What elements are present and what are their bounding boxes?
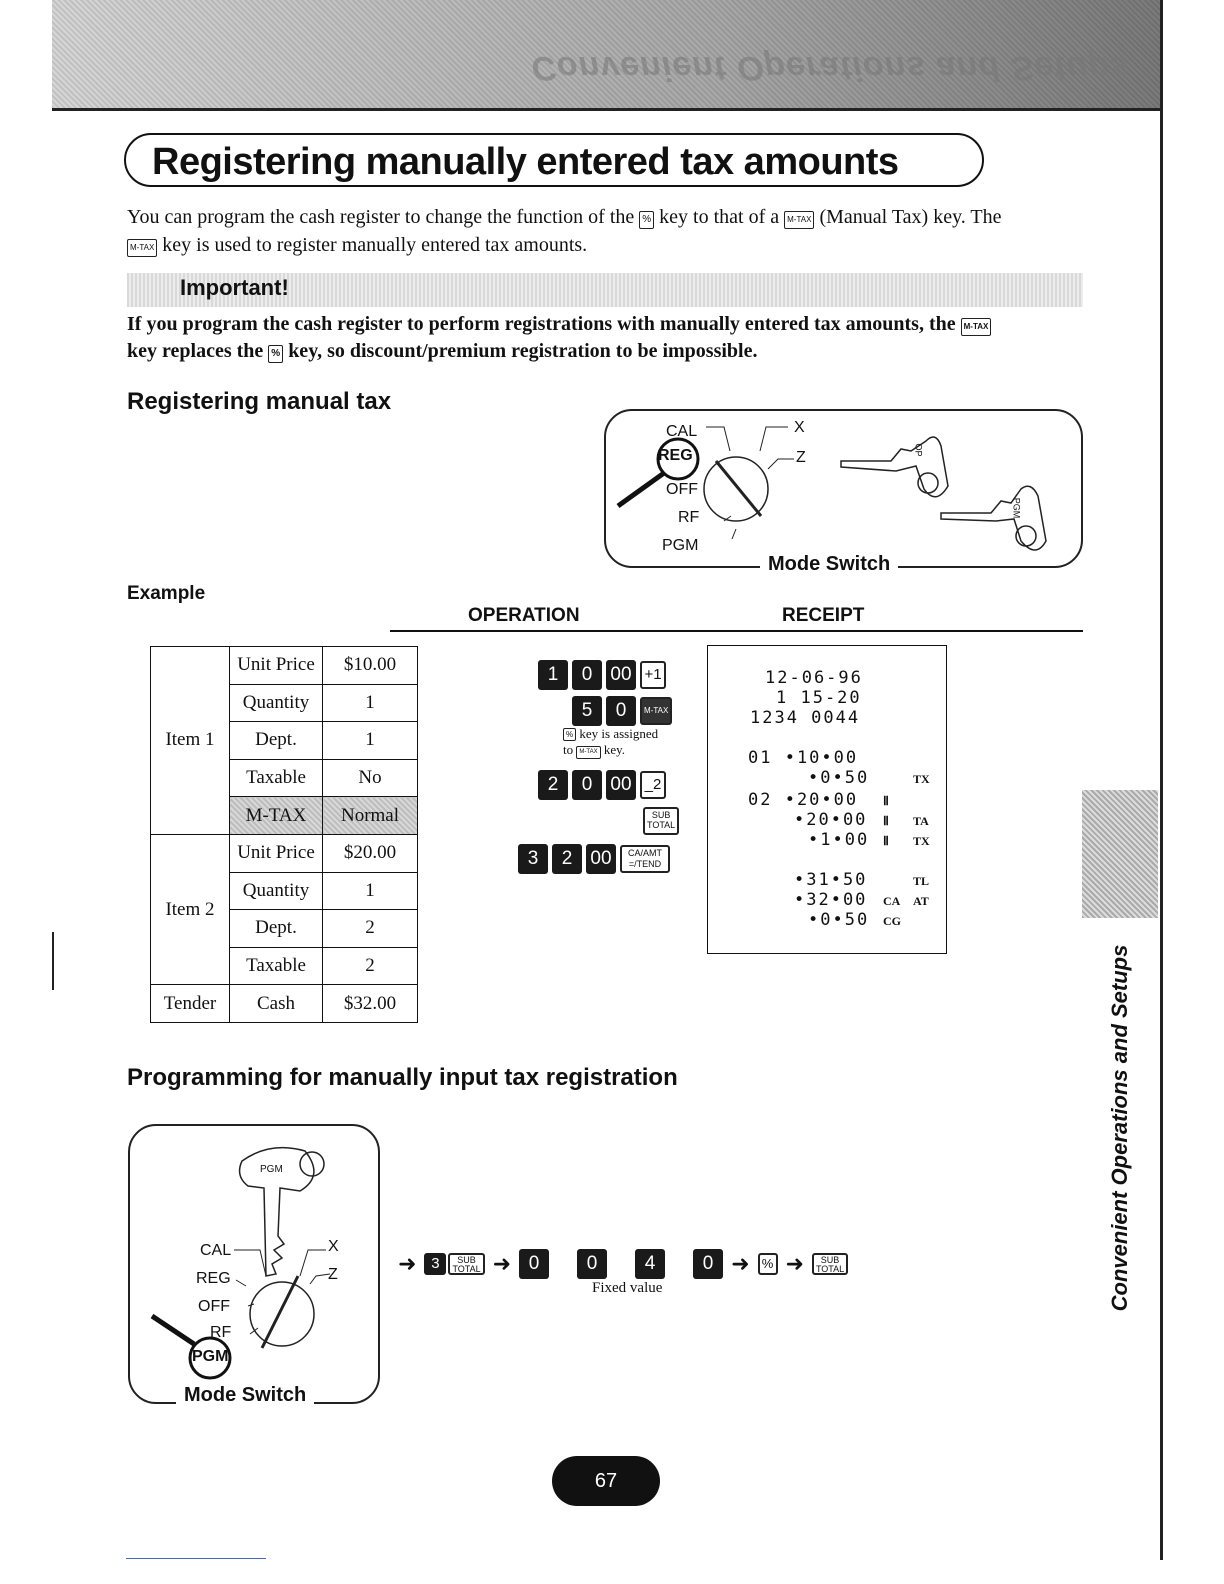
table-value-cell: 1 (323, 872, 418, 910)
table-key-cell: Quantity (230, 684, 323, 722)
operation-subtotal (643, 807, 679, 835)
digit-key: 0 (606, 696, 636, 726)
dept-key-2: _2 (640, 771, 666, 799)
page-title: Registering manually entered tax amounts (124, 133, 984, 187)
receipt-line: 01 •10•00 (748, 748, 859, 768)
subtotal-key-line2: TOTAL (815, 1264, 845, 1274)
cash-key-line1: CA/AMT (627, 848, 662, 858)
table-row (151, 985, 418, 1023)
digit-key: 2 (552, 844, 582, 874)
subtotal-key-line1: SUB (651, 810, 671, 820)
warning-text-3: key, so discount/premium registration to be impossible. (288, 340, 758, 362)
digit-key: 0 (519, 1249, 549, 1279)
receipt-symbol: Ⅱ (883, 834, 889, 848)
receipt-line: 1 15-20 (776, 688, 862, 708)
header-banner (52, 0, 1160, 111)
table-value-cell-mtax: Normal (323, 797, 418, 835)
receipt (707, 645, 947, 954)
table-value-cell: $20.00 (323, 834, 418, 872)
table-value-cell: $10.00 (323, 647, 418, 685)
footer-line (126, 1558, 266, 1559)
right-edge-rule (1160, 0, 1163, 1560)
receipt-line: 12-06-96 (765, 668, 863, 688)
table-key-cell: Taxable (230, 759, 323, 797)
table-key-cell: Taxable (230, 947, 323, 985)
subtotal-key-line2: TOTAL (647, 820, 676, 830)
cash-amount-tender-key (620, 845, 670, 873)
dial-label-off: OFF (198, 1298, 230, 1315)
table-row (151, 647, 418, 685)
table-key-cell: Quantity (230, 872, 323, 910)
key-label-op: OP (913, 443, 924, 457)
digit-key: 3 (424, 1253, 446, 1275)
operation-seq-1 (538, 660, 666, 690)
dial-label-cal: CAL (200, 1242, 232, 1259)
subtotal-key-line2: TOTAL (452, 1264, 481, 1274)
receipt-line: •0•50 (808, 768, 870, 788)
table-value-cell: 1 (323, 722, 418, 760)
operation-seq-3 (538, 770, 666, 800)
page-number: 67 (552, 1456, 660, 1506)
table-key-cell: Unit Price (230, 834, 323, 872)
subtotal-key-line1: SUB (457, 1255, 476, 1265)
intro-text-1: You can program the cash register to change the function of the (127, 206, 635, 228)
intro-text-3: (Manual Tax) key. The (819, 206, 1002, 228)
table-key-cell: Cash (230, 985, 323, 1023)
banner-text: Convenient Operations and Setups (531, 49, 1130, 87)
operation-header: OPERATION (468, 605, 580, 626)
dial-label-reg: REG (196, 1270, 231, 1287)
important-warning (127, 311, 1087, 365)
operation-seq-4 (518, 844, 670, 874)
dept-key-1: +1 (640, 661, 666, 689)
digit-key: 0 (693, 1249, 723, 1279)
header-rule (390, 630, 1083, 632)
important-label: Important! (180, 275, 289, 300)
receipt-line: 02 •20•00 (748, 790, 859, 810)
receipt-symbol: TX (913, 834, 930, 848)
cash-key-line2: =/TEND (628, 859, 662, 869)
digit-key-00: 00 (586, 844, 616, 874)
mode-switch-diagram-reg (604, 409, 1083, 568)
percent-key-icon: % (268, 345, 283, 363)
subtotal-key (643, 807, 679, 835)
digit-key: 0 (572, 660, 602, 690)
mtax-key-icon: M-TAX (576, 746, 600, 759)
section-heading-programming: Programming for manually input tax registration (127, 1064, 678, 1091)
table-key-cell-mtax: M-TAX (230, 797, 323, 835)
key-label-pgm: PGM (260, 1164, 283, 1175)
dial-label-off: OFF (666, 481, 698, 498)
dial-label-z: Z (328, 1266, 338, 1283)
digit-key: 4 (635, 1249, 665, 1279)
receipt-symbol: CG (883, 914, 901, 928)
receipt-symbol: TA (913, 814, 929, 828)
example-table (150, 646, 418, 1023)
note-text-2: key. (603, 742, 626, 757)
arrow-right-icon: ➜ (492, 1251, 512, 1277)
item2-cell: Item 2 (151, 834, 230, 984)
dial-label-reg-selected: REG (658, 447, 693, 464)
warning-text-1: If you program the cash register to perform registrations with manually entered tax amounts, the (127, 313, 956, 335)
mode-switch-label: Mode Switch (176, 1384, 314, 1407)
dept-key-number: 1 (653, 666, 662, 683)
receipt-symbol: Ⅱ (883, 794, 889, 808)
percent-key-icon: % (563, 728, 576, 741)
operation-note (563, 726, 658, 759)
section-heading-registering: Registering manual tax (127, 388, 392, 415)
mtax-key-icon: M-TAX (961, 318, 992, 336)
digit-key: 3 (518, 844, 548, 874)
table-key-cell: Unit Price (230, 647, 323, 685)
digit-key: 5 (572, 696, 602, 726)
receipt-symbol: CA (883, 894, 901, 908)
table-value-cell: 2 (323, 910, 418, 948)
fixed-value-label: Fixed value (592, 1280, 663, 1296)
important-banner (127, 273, 1083, 307)
table-value-cell: No (323, 759, 418, 797)
operation-seq-2 (572, 696, 672, 726)
percent-key-icon: % (639, 211, 654, 229)
table-value-cell: 2 (323, 947, 418, 985)
side-tab-shade (1082, 790, 1158, 918)
note-text-1: key is assigned (579, 726, 659, 741)
table-value-cell: $32.00 (323, 985, 418, 1023)
warning-text-2: key replaces the (127, 340, 264, 362)
dial-label-cal: CAL (666, 423, 698, 440)
dial-label-x: X (794, 419, 805, 436)
arrow-right-icon: ➜ (785, 1251, 804, 1277)
mode-switch-dial-icon (130, 1126, 378, 1402)
arrow-right-icon: ➜ (398, 1251, 417, 1277)
receipt-line: •0•50 (808, 910, 870, 930)
percent-key: % (758, 1253, 778, 1275)
dial-label-z: Z (796, 449, 806, 466)
dept-key-number: 2 (653, 776, 662, 793)
receipt-symbol: TL (913, 874, 930, 888)
intro-text-2: key to that of a (659, 206, 780, 228)
tender-cell: Tender (151, 985, 230, 1023)
side-tab-text: Convenient Operations and Setups (1107, 944, 1132, 1312)
digit-key-00: 00 (606, 770, 636, 800)
dial-label-x: X (328, 1238, 339, 1255)
receipt-line: •1•00 (808, 830, 870, 850)
receipt-line: •20•00 (794, 810, 868, 830)
dial-label-rf: RF (678, 509, 700, 526)
digit-key: 1 (538, 660, 568, 690)
table-value-cell: 1 (323, 684, 418, 722)
subtotal-key-line1: SUB (820, 1255, 840, 1265)
receipt-line: •32•00 (794, 890, 868, 910)
mtax-key-icon: M-TAX (127, 239, 157, 257)
dial-label-pgm: PGM (662, 537, 699, 554)
subtotal-key (448, 1253, 484, 1275)
note-text-to: to (563, 742, 574, 757)
receipt-symbol: TX (913, 772, 930, 786)
arrow-right-icon: ➜ (731, 1251, 750, 1277)
programming-sequence (398, 1249, 848, 1279)
item1-cell: Item 1 (151, 647, 230, 835)
table-key-cell: Dept. (230, 722, 323, 760)
dial-label-pgm-selected: PGM (192, 1348, 229, 1365)
intro-text-4: key is used to register manually entered tax amounts. (162, 234, 588, 256)
digit-key: 0 (572, 770, 602, 800)
table-row (151, 834, 418, 872)
mode-switch-diagram-pgm (128, 1124, 380, 1404)
receipt-header: RECEIPT (782, 605, 865, 626)
subtotal-key (812, 1253, 848, 1275)
margin-mark (52, 932, 54, 990)
mtax-key: M-TAX (640, 697, 672, 725)
key-label-pgm: PGM (1011, 497, 1022, 519)
digit-key: 0 (577, 1249, 607, 1279)
receipt-symbol: AT (913, 894, 929, 908)
receipt-line: •31•50 (794, 870, 868, 890)
mtax-key-icon: M-TAX (784, 211, 814, 229)
intro-paragraph (127, 203, 1087, 259)
digit-key: 2 (538, 770, 568, 800)
example-label: Example (127, 583, 206, 604)
dial-label-rf: RF (210, 1324, 232, 1341)
mode-switch-label: Mode Switch (760, 553, 898, 576)
digit-key-00: 00 (606, 660, 636, 690)
receipt-line: 1234 0044 (750, 708, 861, 728)
receipt-symbol: Ⅱ (883, 814, 889, 828)
table-key-cell: Dept. (230, 910, 323, 948)
